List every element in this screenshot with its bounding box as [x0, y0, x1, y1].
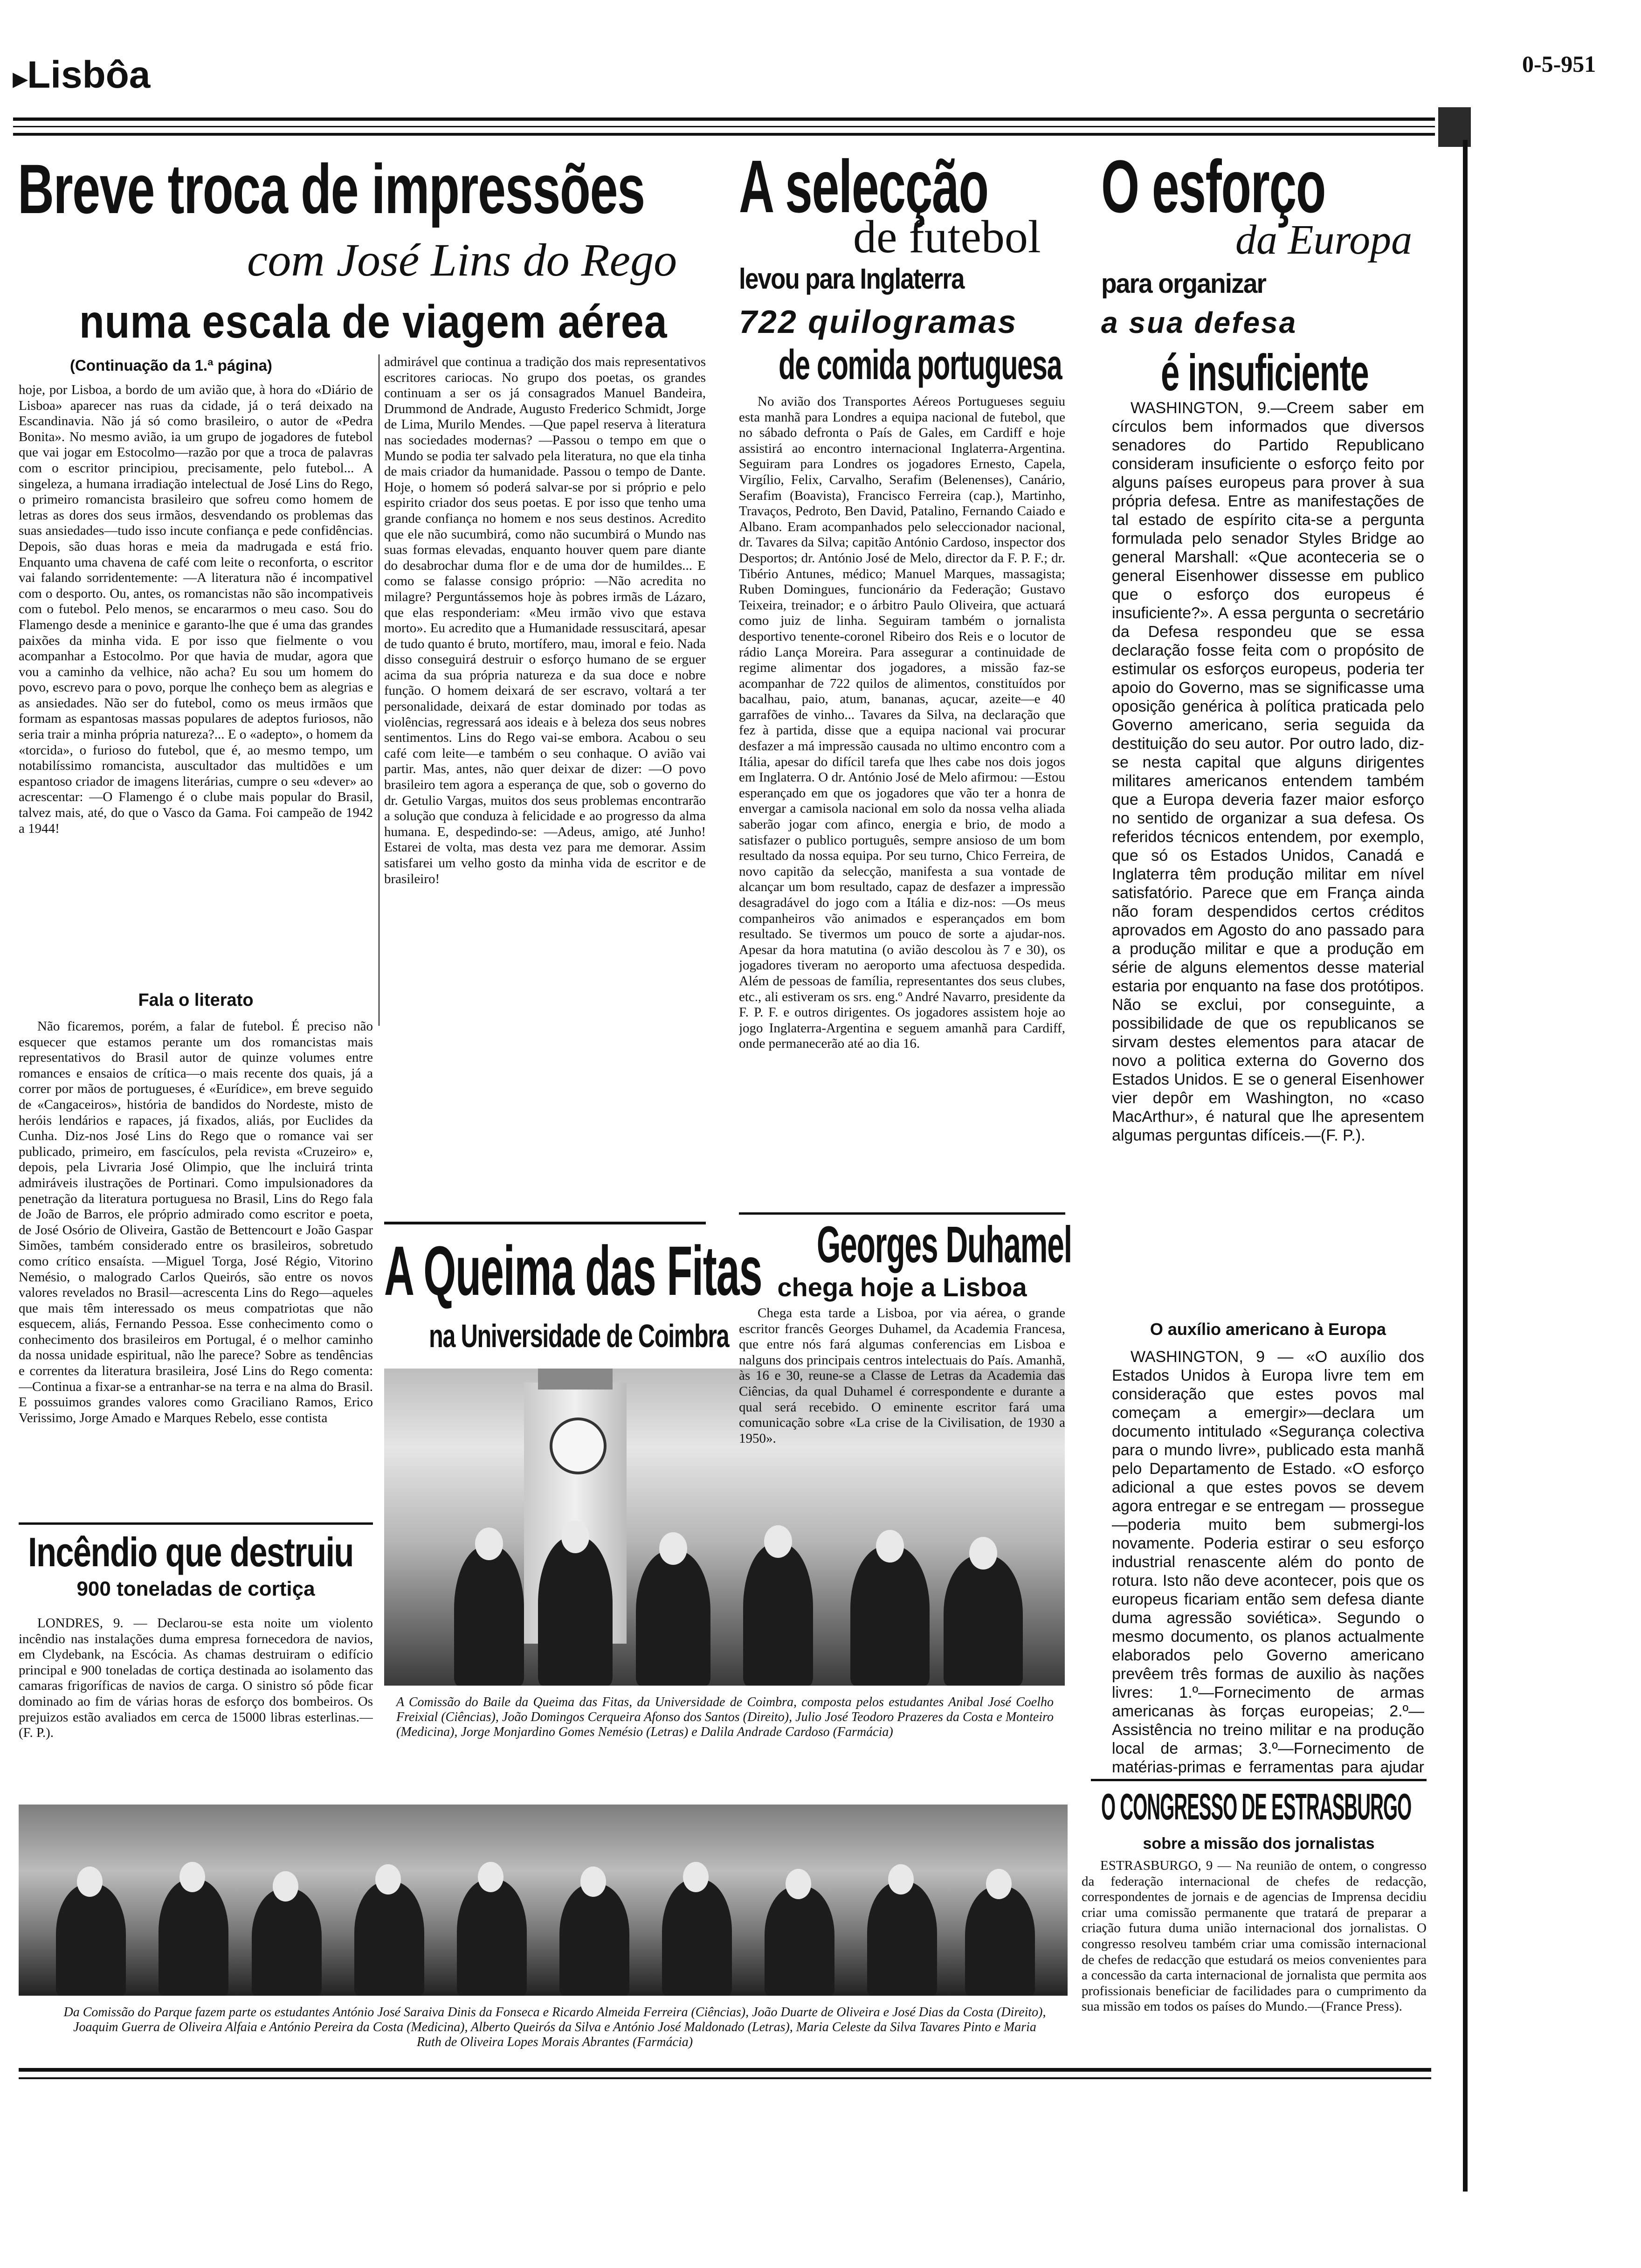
lins-headline-2: com José Lins do Rego — [247, 234, 677, 286]
fire-subhead: 900 toneladas de cortiça — [76, 1577, 315, 1600]
queima-headline: A Queima das Fitas — [384, 1231, 762, 1310]
europe-subhead-auxilio: O auxílio americano à Europa — [1150, 1320, 1386, 1339]
group-of-students-2 — [19, 1853, 1068, 1996]
duhamel-subhead: chega hoje a Lisboa — [777, 1272, 1027, 1302]
duhamel-headline: Georges Duhamel — [817, 1216, 1072, 1273]
lins-body-1b: Não ficaremos, porém, a falar de futebol. É preciso não esquecer que estamos perante um dos romancistas mais representativos do Brasil autor de quinze volumes entre romances e ensaios de crítica—o mais recente dos quais, já a correr por mãos de portugueses, é «Eurídice», em breve seguido de «Cangaceiros», história de bandidos do Nordeste, misto de heróis lendários e rapaces, já fixados, aliás, por Euclides da Cunha. Diz-nos José Lins do Rego que o romance vai ser publicado, primeiro, em fascículos, pela revista «Cruzeiro» e, depois, pela Livraria José Olimpio, que lhe incluirá trinta admiráveis ilustrações de Portinari. Como impulsionadores da penetração da literatura portuguesa no Brasil, Lins do Rego fala de João de Barros, ele próprio admirado como escritor e poeta, de José Osório de Oliveira, Gastão de Bettencourt e João Gaspar Simões, também considerado entre os brasileiros, sobretudo como crítico ensaísta. —Miguel Torga, José Régio, Vitorino Nemésio, o malogrado Carlos Queirós, são entre os novos valores revelados no Brasil—acrescenta Lins do Rego—aqueles que mais têm interessado os meus compatriotas que não esquecem, aliás, Fernando Pessoa. Esse conhecimento como o conhecimento dos brasileiros em Portugal, é o melhor caminho da nossa unidade espiritual, não lhe parece? Sobre as tendências e correntes da literatura brasileira, José Lins do Rego comenta: —Continua a fixar-se a entranhar-se na terra e na alma do Brasil. E possuimos grandes valores como Graciliano Ramos, Erico Verissimo, Jorge Amado e Marques Rebelo, esse contista — [19, 1019, 373, 1425]
lins-column-2 — [384, 354, 706, 1147]
football-column — [739, 394, 1065, 1205]
fire-rule-top — [19, 1522, 373, 1525]
europe-column — [1112, 399, 1424, 1313]
lins-continued-note: (Continuação da 1.ª página) — [70, 357, 272, 374]
europe-headline-5: é insuficiente — [1161, 344, 1369, 401]
europe-column-2 — [1112, 1348, 1424, 1777]
congress-headline: O CONGRESSO DE ESTRASBURGO — [1101, 1786, 1412, 1827]
bottom-rule-thin — [19, 2077, 1431, 2079]
clock-icon — [550, 1418, 607, 1474]
lins-headline: Breve troca de impressões — [18, 150, 645, 228]
duhamel-body: Chega esta tarde a Lisboa, por via aérea, o grande escritor francês Georges Duhamel, da Academia Francesa, que entre nós fará algumas conferencias em Lisboa e nalguns dos principais centros intelectuais do País. Amanhã, às 16 e 30, reune-se a Classe de Letras da Academia das Ciências, da qual Duhamel é correspondente e durante a qual será recebido. O eminente escritor fará uma comunicação sobre «La crise de la Civilisation, de 1930 a 1950». — [739, 1306, 1065, 1446]
masthead-date: 0-5-951 — [1522, 51, 1596, 77]
top-rule-thin — [13, 126, 1435, 127]
fire-headline: Incêndio que destruiu — [28, 1529, 353, 1575]
congress-subhead: sobre a missão dos jornalistas — [1143, 1835, 1375, 1853]
tower-top — [538, 1369, 613, 1390]
congress-rule-top — [1091, 1779, 1427, 1781]
europe-headline-4: a sua defesa — [1101, 306, 1297, 339]
bottom-rule — [19, 2068, 1431, 2072]
duhamel-column — [739, 1306, 1065, 1459]
congress-column — [1082, 1858, 1427, 2045]
football-headline-5: de comida portuguesa — [779, 342, 1062, 388]
queima-caption-2: Da Comissão do Parque fazem parte os estudantes António José Saraiva Dinis da Fonseca e Ricardo Almeida Ferreira (Ciências), João Duarte de Oliveira e José Dias da Costa (Direito), Joaquim Guerra de Oliveira Alfaia e António Pereira da Costa (Medicina), Alberto Queirós da Silva e António José Maldonado (Letras), Maria Celeste da Silva Tavares Pinto e Maria Ruth de Oliveira Lopes Morais Abrantes (Farmácia) — [63, 2005, 1046, 2049]
fire-column — [19, 1616, 373, 1774]
masthead-paper-name: ▸Lisbôa — [13, 54, 151, 96]
right-border-rule — [1463, 140, 1468, 2192]
lins-column-1 — [19, 382, 373, 982]
group-of-students — [384, 1511, 1065, 1686]
europe-body: WASHINGTON, 9.—Creem saber em círculos bem informados que diversos senadores do Partido Republicano consideram insuficiente o esforço feito por alguns países europeus para prover à sua própria defesa. Entre as manifestações de tal estado de espírito cita-se a pergunta formulada pelo senador Styles Bridge ao general Marshall: «Que aconteceria se o general Eisenhower dissesse em publico que o esforço dos europeus é insuficiente?». A essa pergunta o secretário da Defesa respondeu que se essa declaração fosse feita com o propósito de estimular os esforços europeus, poderia ter apoio do Governo, mas se significasse uma oposição genérica à política praticada pelo Governo americano, seria seguida da destituição do seu autor. Por outro lado, diz-se nesta capital que alguns dirigentes militares americanos entendem também que a Europa deveria fazer maior esforço no sentido de organizar a sua defesa. Os referidos técnicos entendem, por exemplo, que só os Estados Unidos, Canadá e Inglaterra têm produção militar em nível satisfatório. Parece que em França ainda não foram despendidos certos créditos aprovados em Agosto do ano passado para a produção militar e que a produção em série de alguns elementos desse material estaria por enquanto na fase dos protótipos. Não se exclui, por conseguinte, a possibilidade de que os republicanos se sirvam destes elementos para atacar de novo a politica externa do Governo dos Estados Unidos. E se o general Eisenhower vier depôr em Washington, no «caso MacArthur», é natural que lhe apresentem algumas perguntas difíceis.—(F. P.). — [1112, 399, 1424, 1144]
queima-photo-comissao-parque — [19, 1805, 1068, 1996]
lins-body-1: hoje, por Lisboa, a bordo de um avião que, à hora do «Diário de Lisboa» aparecer nas ruas da cidade, já o terá deixado na Escandinavia. Não já só como brasileiro, o autor de «Pedra Bonita». No mesmo avião, ia um grupo de jogadores de futebol que vai jogar em Estocolmo—razão por que a troca de palavras com o escritor principiou, precisamente, pelo futebol... A singeleza, a humana irradiação intelectual de José Lins do Rego, o primeiro romancista brasileiro que sofreu como homem de letras as dores dos seus irmãos, desvendando os problemas das suas ansiedades—tudo isso incute confiança e pede confidências. Depois, são duas horas e meia da madrugada e está frio. Enquanto uma chavena de café com leite o reconforta, o escritor vai falando sorridentemente: —A literatura não é incompativel com o desporto. Ou, antes, os romancistas não são incompativeis com o futebol. Pelo menos, se encararmos o meu caso. Sou do Flamengo desde a meninice e garanto-lhe que é uma das grandes paixões da minha vida. E por isso que fielmente o vou acompanhar a Estocolmo. Por que havia de mudar, agora que vou a caminho da velhice, não acha? Eu sou um homem do povo, escrevo para o povo, porque lhe conheço bem as alegrias e as ansiedades. Não ser do futebol, como os meus irmãos que formam as espantosas massas populares de adeptos furiosos, não seria trair a minha própria natureza?... E o «adepto», o homem da «torcida», o furioso do futebol, que é, ao mesmo tempo, um notabilíssimo romancista, auscultador das multidões e um espantoso criador de imagens literárias, cumpre o seu «dever» ao acrescentar: —O Flamengo é o clube mais popular do Brasil, talvez mais, até, do que o Vasco da Gama. Foi campeão de 1942 a 1944! — [19, 382, 373, 836]
queima-subhead: na Universidade de Coimbra — [429, 1318, 729, 1354]
queima-caption-1: A Comissão do Baile da Queima das Fitas, da Universidade de Coimbra, composta pelos estudantes Anibal José Coelho Freixial (Ciências), João Domingos Cerqueira Afonso dos Santos (Direito), Julio José Teodoro Prazeres da Costa e Monteiro (Medicina), Jorge Monjardino Gomes Nemésio (Letras) e Dalila Andrade Cardoso (Farmácia) — [396, 1695, 1054, 1739]
europe-headline-2: da Europa — [1235, 217, 1413, 263]
top-rule — [13, 118, 1435, 121]
football-headline: A selecção — [739, 145, 988, 228]
duhamel-rule-top — [739, 1212, 1065, 1215]
europe-headline-3: para organizar — [1101, 269, 1266, 299]
football-headline-2: de futebol — [853, 211, 1041, 263]
europe-headline: O esforço — [1101, 145, 1326, 228]
football-headline-3: levou para Inglaterra — [739, 263, 964, 295]
fire-body: LONDRES, 9. — Declarou-se esta noite um violento incêndio nas instalações duma empresa fornecedora de navios, em Clydebank, na Escócia. As chamas destruiram o edifício principal e 900 toneladas de cortiça destinada ao isolamento das camaras frigoríficas de navios de carga. O sinistro só pôde ficar dominado ao fim de várias horas de esforço dos bombeiros. Os prejuizos estão avaliados em cerca de 15000 libras esterlinas.—(F. P.). — [19, 1616, 373, 1741]
lins-headline-3: numa escala de viagem aérea — [79, 296, 668, 348]
football-headline-4: 722 quilogramas — [739, 304, 1018, 340]
congress-body: ESTRASBURGO, 9 — Na reunião de ontem, o congresso da federação internacional de chefes de redacção, correspondentes de jornais e de agencias de Imprensa decidiu criar uma comissão permanente que tratará de preparar a criação futura duma união internacional dos jornalistas. O congresso resolveu também criar uma comissão internacional de chefes de redacção que estudará os meios convenientes para a concessão da carta internacional de jornalista que permita aos profissionais beneficiar de facilidades para o cumprimento da sua missão em todos os países do Mundo.—(France Press). — [1082, 1858, 1427, 2014]
lins-body-2: admirável que continua a tradição dos mais representativos escritores cariocas. No grupo dos poetas, os grandes continuam a ser os já consagrados Manuel Bandeira, Drummond de Andrade, Augusto Frederico Schmidt, Jorge de Lima, Murilo Mendes. —Que papel reserva à literatura nas sociedades modernas? —Passou o tempo em que o Mundo se podia ter salvado pela literatura, no que ela tinha de mais criador da humanidade. Passou o tempo de Dante. Hoje, o homem só poderá salvar-se por si próprio e pelo espirito criador dos seus poetas. E por isso que tenho uma grande confiança no homem e nos seus destinos. Acredito que ele não sucumbirá, como não sucumbirá o Mundo nas suas formas elevadas, enquanto houver quem pare diante do desabrochar duma flor e de uma dor de humildes... E como se falasse consigo próprio: —Não acredita no milagre? Perguntássemos hoje às pobres irmãs de Lázaro, que elas responderiam: «Meu irmão vivo que estava morto». Eu acredito que a Humanidade ressuscitará, apesar de tudo quanto é bruto, mortífero, mau, imoral e feio. Nada disso conseguirá destruir o esforço humano de se erguer acima da sua própria natureza e da sua doce e nobre função. O homem deixará de ser escravo, voltará a ter personalidade, deixará de estar dominado por todas as violências, regressará aos ideais e à beleza dos seus nobres sentimentos. Lins do Rego vai-se embora. Acabou o seu café com leite—e também o seu conhaque. O avião vai partir. Mas, antes, não quer deixar de dizer: —O povo brasileiro tem agora a esperança de que, sob o governo do dr. Getulio Vargas, muitos dos seus problemas encontrarão a solução que conduza à felicidade e ao progresso da alma humana. E, despedindo-se: —Adeus, amigo, até Junho! Estarei de volta, mas desta vez para me demorar. Assim satisfarei um velho gosto da minha vida de escritor e de brasileiro! — [384, 354, 706, 886]
queima-rule-top — [384, 1222, 706, 1224]
lins-column-1b — [19, 1019, 373, 1513]
lins-subhead-literato: Fala o literato — [138, 990, 254, 1010]
football-body: No avião dos Transportes Aéreos Portugueses seguiu esta manhã para Londres a equipa nacional de futebol, que no sábado defronta o País de Gales, em Cardiff e hoje assistirá ao encontro internacional Inglaterra-Argentina. Seguiram para Londres os jogadores Ernesto, Capela, Virgílio, Felix, Carvalho, Serafim (Belenenses), Canário, Serafim (Boavista), Francisco Ferreira (cap.), Martinho, Travaços, Pedroto, Ben David, Patalino, Fernando Caiado e Albano. Eram acompanhados pelo seleccionador nacional, dr. Tavares da Silva; capitão António Cardoso, inspector dos Desportos; dr. António José de Melo, director da F. P. F.; dr. Tibério Antunes, médico; Manuel Marques, massagista; Ruben Domingues, funcionário da Federação; Gustavo Teixeira, treinador; e o árbitro Paulo Oliveira, que actuará como juiz de linha. Seguiram também o jornalista desportivo tenente-coronel Ribeiro dos Reis e o locutor de rádio Lança Moreira. Para assegurar a continuidade de regime alimentar dos jogadores, a missão faz-se acompanhar de 722 quilos de alimentos, constituídos por bacalhau, paio, atum, bananas, açucar, azeite—e 40 garrafões de vinho... Tavares da Silva, na declaração que fez à partida, disse que a equipa nacional vai procurar desfazer a má impressão causada no ultimo encontro com a Itália, apesar do difícil tarefa que lhes cabe nos dois jogos em Inglaterra. O dr. António José de Melo afirmou: —Estou esperançado em que os jogadores que vão ter a honra de envergar a camisola nacional em solo da nossa velha aliada saberão jogar com afinco, energia e brio, de modo a satisfazer o publico português, sempre ansioso de um bom resultado da nossa equipa. Por seu turno, Chico Ferreira, de novo capitão da selecção, manifesta a sua vontade de alcançar um bom resultado, capaz de desfazer a impressão desagradável do jogo com a Itália e diz-nos: —Os meus companheiros vão animados e esperançados em bom resultado. Se tivermos um pouco de sorte a ajudar-nos. Apesar da hora matutina (o avião descolou às 7 e 30), os jogadores tiveram no aeroporto uma afectuosa despedida. Além de pessoas de família, representantes dos seus clubes, etc., ali estiveram os srs. eng.º André Navarro, presidente da F. P. F. e outros dirigentes. Os jogadores assistem hoje ao jogo Inglaterra-Argentina e seguem amanhã para Cardiff, onde permanecerão até ao dia 16. — [739, 394, 1065, 1051]
europe-body-2: WASHINGTON, 9 — «O auxílio dos Estados Unidos à Europa livre tem em consideração que estes povos mal começam a emergir»—declara um documento intitulado «Segurança colectiva para o mundo livre», publicado esta manhã pelo Departamento de Estado. «O esforço adicional a que estes povos se devem agora entregar e se entregam — prossegue—poderia muito bem submergi-los novamente. Poderia estirar o seu esforço industrial renascente além do ponto de rotura. Isto não deve acontecer, pois que os europeus ficariam então sem defesa diante duma agressão soviética». Segundo o mesmo documento, os planos actualmente elaborados pelo Governo americano prevêem três formas de auxilio às nações livres: 1.º—Fornecimento de armas americanas às forças europeias; 2.º—Assistência no treino militar e na produção local de armas; 3.º—Fornecimento de matérias-primas e ferramentas para ajudar — [1112, 1348, 1424, 1776]
top-rule-bottom — [13, 133, 1435, 136]
